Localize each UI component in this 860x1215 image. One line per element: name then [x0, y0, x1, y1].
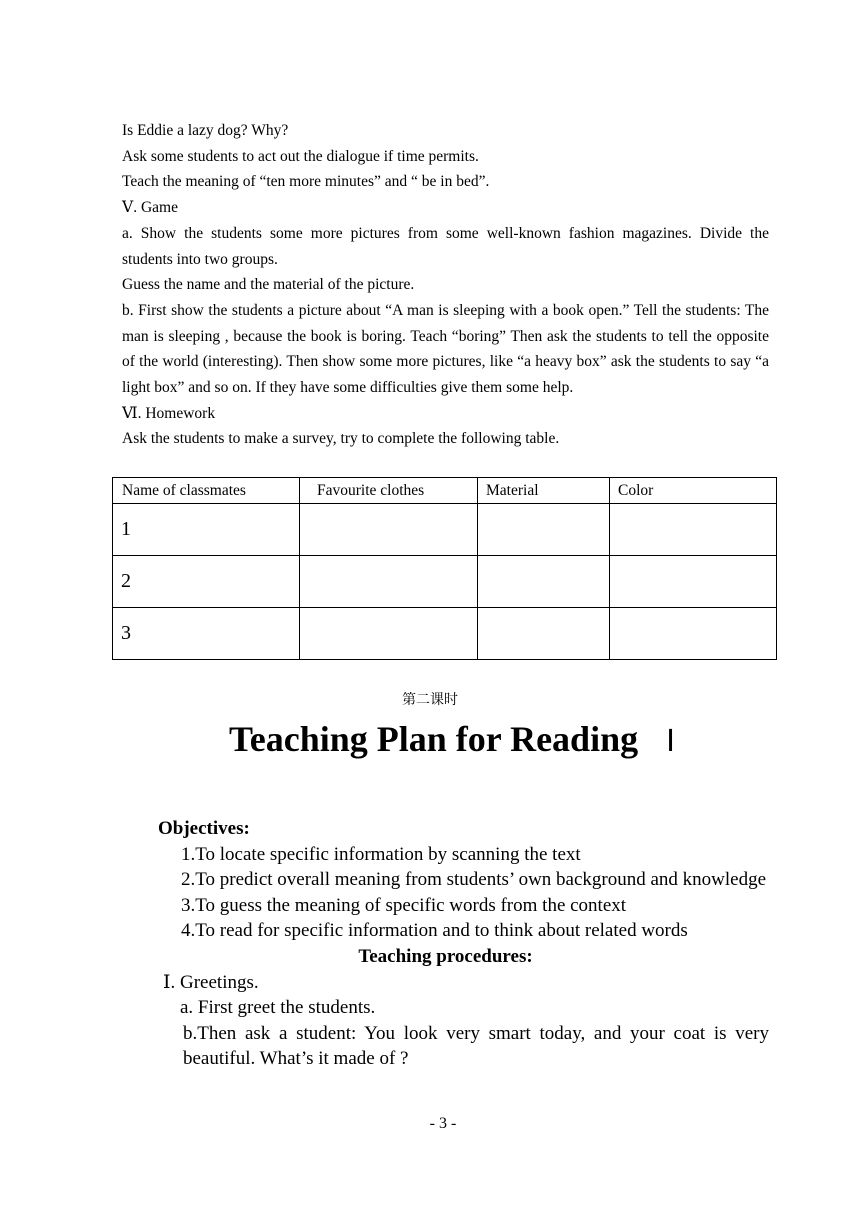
- text-line: Ask some students to act out the dialogue if time permits.: [122, 147, 479, 165]
- table-cell: [300, 608, 478, 660]
- table-header-cell: Favourite clothes: [300, 478, 478, 504]
- section-heading-game: Ⅴ. Game: [122, 199, 178, 217]
- objective-item: 1.To locate specific information by scanning the text: [181, 843, 581, 865]
- procedure-step: a. First greet the students.: [180, 997, 376, 1019]
- table-cell: 1: [113, 504, 300, 556]
- lesson-label: 第二课时: [402, 692, 458, 708]
- objective-item: 2.To predict overall meaning from students’ own background and knowledge: [181, 869, 767, 891]
- greetings-heading: Ⅰ. Greetings.: [163, 971, 259, 993]
- lesson-text-section: [122, 118, 769, 452]
- table-row: [113, 556, 777, 608]
- table-header-cell: Material: [478, 478, 610, 504]
- table-cell: [478, 556, 610, 608]
- page-number: - 3 -: [429, 1115, 457, 1132]
- table-cell: 3: [113, 608, 300, 660]
- title-text: Teaching Plan for Reading: [229, 719, 639, 759]
- table-row: [113, 608, 777, 660]
- text-line: Is Eddie a lazy dog? Why?: [122, 122, 289, 139]
- table-cell: [478, 608, 610, 660]
- objective-item: 3.To guess the meaning of specific words from the context: [181, 894, 627, 916]
- table-cell: [610, 608, 777, 660]
- title-numeral: Ⅰ: [666, 724, 675, 759]
- survey-table: [112, 477, 777, 660]
- table-cell: [478, 504, 610, 556]
- table-cell: 2: [113, 556, 300, 608]
- table-row: [113, 504, 777, 556]
- text-line: Ask the students to make a survey, try to complete the following table.: [122, 430, 560, 448]
- objectives-section: [122, 816, 769, 1072]
- text-line: Teach the meaning of “ten more minutes” and “ be in bed”.: [122, 173, 490, 191]
- table-cell: [610, 504, 777, 556]
- table-header-row: [113, 478, 777, 504]
- page-title: [0, 714, 860, 767]
- text-line: a. Show the students some more pictures from some well-known fashion magazines. Divide the students into two groups.: [122, 224, 769, 268]
- text-line: Guess the name and the material of the picture.: [122, 276, 415, 294]
- procedures-heading: Teaching procedures:: [358, 945, 533, 967]
- table-header-cell: Color: [610, 478, 777, 504]
- table-cell: [610, 556, 777, 608]
- objective-item: 4.To read for specific information and to think about related words: [181, 920, 688, 942]
- table-cell: [300, 556, 478, 608]
- section-heading-homework: Ⅵ. Homework: [122, 404, 216, 422]
- table-cell: [300, 504, 478, 556]
- text-line: b. First show the students a picture about “A man is sleeping with a book open.” Tell the students: The man is sleeping , because the book is boring. Teach “boring” Then ask the students to tell the opposite of the world (interesting). Then show some more pictures, like “a heavy box” ask the students to say “a light box” and so on. If they have some difficulties give them some help.: [122, 301, 769, 397]
- objectives-heading: Objectives:: [158, 818, 250, 839]
- table-header-cell: Name of classmates: [113, 478, 300, 504]
- procedure-step: b.Then ask a student: You look very smart today, and your coat is very beautiful. What’s it made of ?: [183, 1022, 769, 1070]
